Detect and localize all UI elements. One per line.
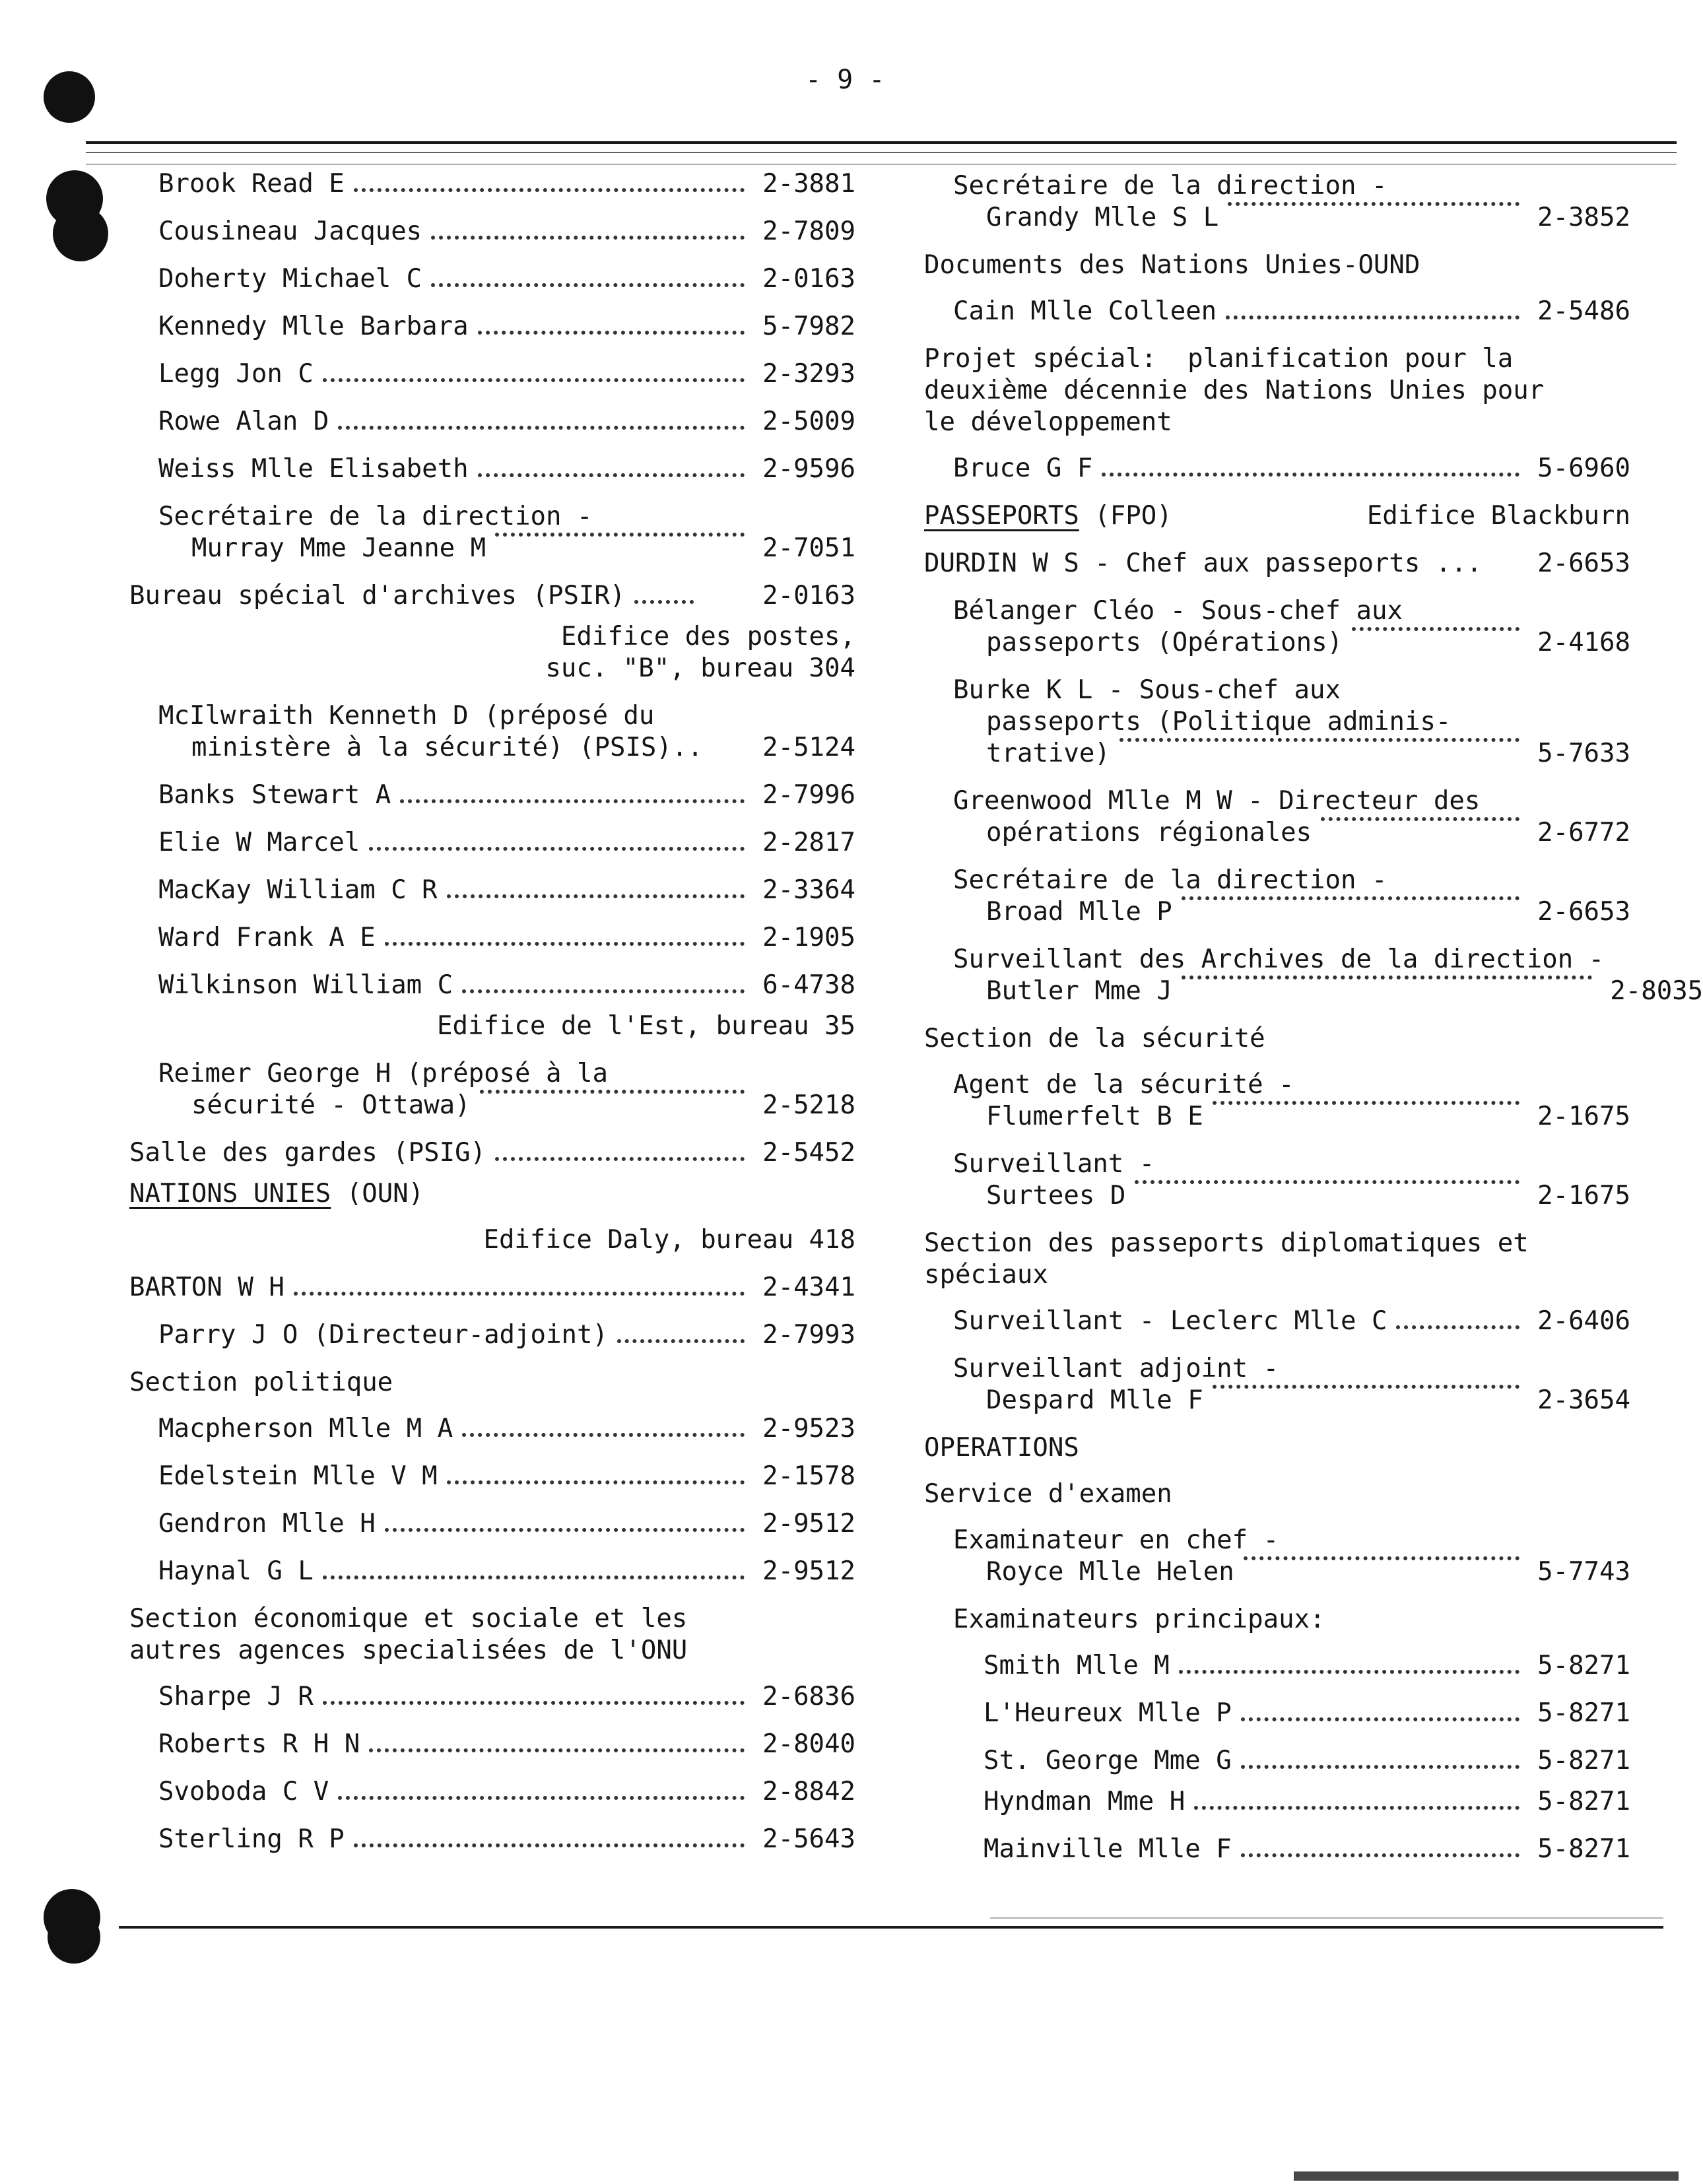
- directory-entry: [158, 406, 855, 438]
- dot-leader: [1213, 1101, 1519, 1105]
- entry-name: Brook Read E: [158, 169, 345, 199]
- section-heading: Examinateurs principaux:: [953, 1605, 1325, 1634]
- dot-leader: [369, 1748, 745, 1752]
- directory-entry: [158, 700, 855, 764]
- text-line: Surveillant -: [953, 1149, 1155, 1179]
- phone-extension: 2-6653: [1537, 897, 1630, 927]
- entry-name: Banks Stewart A: [158, 780, 391, 810]
- phone-extension: 6-4738: [762, 970, 855, 1000]
- entry-name: Macpherson Mlle M A: [158, 1414, 453, 1443]
- text-line: PASSEPORTS: [924, 501, 1079, 531]
- left-column: [129, 168, 855, 1871]
- phone-extension: 2-1675: [1537, 1102, 1630, 1131]
- section-heading: [924, 1228, 1630, 1291]
- dot-leader: [1213, 1385, 1519, 1389]
- dot-leader: [431, 236, 745, 240]
- directory-entry: [158, 1413, 855, 1445]
- binder-hole-upper-2: [53, 206, 108, 261]
- entry-name: Doherty Michael C: [158, 264, 422, 294]
- phone-extension: 5-8271: [1537, 1651, 1630, 1680]
- entry-name: Surveillant - Leclerc Mlle C: [953, 1306, 1387, 1336]
- entry-name: Wilkinson William C: [158, 970, 453, 1000]
- text-line: Royce Mlle Helen: [953, 1556, 1531, 1588]
- section-heading: Section politique: [129, 1368, 393, 1397]
- binder-hole-top: [44, 71, 95, 123]
- top-rule-thin: [86, 152, 1677, 153]
- dot-leader: [354, 188, 745, 192]
- directory-entry: [953, 944, 1703, 1007]
- text-line: Greenwood Mlle M W - Directeur des: [953, 786, 1481, 816]
- section-heading: Service d'examen: [924, 1479, 1172, 1509]
- phone-extension: 2-3364: [762, 875, 855, 905]
- directory-entry: [158, 168, 855, 200]
- phone-extension: 2-5452: [762, 1138, 855, 1168]
- location-note: Edifice Daly, bureau 418: [483, 1225, 855, 1255]
- phone-extension: 2-5486: [1537, 296, 1630, 326]
- section-heading: Documents des Nations Unies-OUND: [924, 250, 1420, 280]
- right-column: [924, 170, 1703, 1881]
- text-line: Butler Mme J: [953, 976, 1604, 1007]
- entry-name: Rowe Alan D: [158, 407, 329, 436]
- binder-hole-bottom-2: [48, 1911, 100, 1964]
- dot-leader: [338, 426, 745, 430]
- phone-extension: 2-1675: [1537, 1181, 1630, 1210]
- phone-extension: 2-0163: [762, 264, 855, 294]
- entry-name: Cain Mlle Colleen: [953, 296, 1217, 326]
- directory-entry: [158, 311, 855, 343]
- directory-entry: [984, 1786, 1630, 1818]
- top-rule: [86, 141, 1677, 144]
- top-rule-dotted: [86, 164, 1677, 165]
- phone-extension: 5-6960: [1537, 453, 1630, 483]
- dot-leader: [431, 283, 745, 287]
- phone-extension: 2-8842: [762, 1777, 855, 1806]
- phone-extension: 2-3852: [1537, 203, 1630, 232]
- entry-name: Svoboda C V: [158, 1777, 329, 1806]
- dot-leader: [447, 1480, 745, 1484]
- directory-entry: [158, 779, 855, 811]
- phone-extension: 2-3881: [762, 169, 855, 199]
- directory-entry: [953, 296, 1630, 327]
- dot-leader: [323, 378, 745, 382]
- directory-entry: [129, 580, 855, 612]
- directory-entry: [158, 501, 855, 564]
- dot-leader: [1352, 627, 1519, 631]
- directory-entry: [158, 358, 855, 390]
- phone-extension: 2-9512: [762, 1556, 855, 1586]
- text-line: Surveillant des Archives de la direction -: [953, 944, 1605, 974]
- text-line: Murray Mme Jeanne M: [158, 533, 756, 564]
- text-line: le développement: [924, 407, 1172, 437]
- directory-entry: [158, 263, 855, 295]
- dot-leader: [478, 473, 745, 477]
- directory-entry: [953, 1306, 1630, 1337]
- entry-name: Mainville Mlle F: [984, 1834, 1232, 1864]
- dot-leader: [480, 1090, 745, 1094]
- page-bottom-edge: [1294, 2171, 1679, 2181]
- directory-entry: [924, 548, 1630, 579]
- entry-name: Smith Mlle M: [984, 1651, 1170, 1680]
- entry-name: Weiss Mlle Elisabeth: [158, 454, 469, 484]
- phone-extension: 2-3654: [1537, 1385, 1630, 1415]
- phone-extension: 2-9523: [762, 1414, 855, 1443]
- directory-entry: [158, 1729, 855, 1760]
- dot-leader: [1241, 1853, 1519, 1857]
- directory-entry: [953, 865, 1630, 928]
- phone-extension: 2-9512: [762, 1509, 855, 1539]
- text-line: Secrétaire de la direction -: [158, 502, 593, 531]
- text-line: Section des passeports diplomatiques et: [924, 1228, 1529, 1258]
- entry-name: Bureau spécial d'archives (PSIR): [129, 581, 626, 611]
- dot-leader: [447, 894, 745, 898]
- bottom-rule: [119, 1926, 1663, 1929]
- dot-leader: [385, 942, 745, 946]
- phone-extension: 5-8271: [1537, 1698, 1630, 1728]
- phone-extension: 2-1905: [762, 923, 855, 952]
- dot-leader: [323, 1701, 745, 1705]
- dot-leader: [354, 1843, 745, 1847]
- dot-leader: [495, 1157, 745, 1161]
- location-note: Edifice de l'Est, bureau 35: [437, 1011, 855, 1041]
- entry-name: Haynal G L: [158, 1556, 314, 1586]
- text-line: Edifice des postes,: [560, 622, 855, 651]
- phone-extension: 2-5218: [762, 1090, 855, 1120]
- dot-leader: [478, 331, 745, 335]
- phone-extension: 2-6836: [762, 1682, 855, 1711]
- phone-extension: 5-8271: [1537, 1834, 1630, 1864]
- entry-name: Sharpe J R: [158, 1682, 314, 1711]
- text-line: Burke K L - Sous-chef aux: [953, 675, 1341, 705]
- phone-extension: 5-8271: [1537, 1787, 1630, 1816]
- text-line: Surveillant adjoint -: [953, 1354, 1279, 1383]
- dot-leader: [462, 989, 745, 993]
- phone-extension: 5-7633: [1537, 739, 1630, 768]
- directory-entry: [953, 453, 1630, 484]
- directory-entry: [953, 1525, 1630, 1588]
- text-line: trative): [953, 738, 1531, 770]
- text-line: Despard Mlle F: [953, 1385, 1531, 1416]
- section-heading: [924, 500, 1630, 532]
- dot-leader: [1182, 976, 1592, 979]
- entry-name: Sterling R P: [158, 1824, 345, 1854]
- dot-leader: [1182, 896, 1519, 900]
- directory-entry: [158, 827, 855, 859]
- entry-name: Cousineau Jacques: [158, 216, 422, 246]
- section-heading: [129, 1603, 855, 1667]
- phone-extension: 2-4168: [1537, 628, 1630, 657]
- directory-entry: [953, 675, 1630, 770]
- dot-leader: [338, 1796, 745, 1800]
- text-line: Section économique et sociale et les: [129, 1604, 688, 1634]
- text-line: passeports (Opérations): [953, 627, 1531, 659]
- entry-name: Edelstein Mlle V M: [158, 1461, 438, 1491]
- dot-leader: [1179, 1670, 1519, 1674]
- phone-extension: 2-3293: [762, 359, 855, 389]
- phone-extension: 2-2817: [762, 828, 855, 857]
- text-line: autres agences specialisées de l'ONU: [129, 1636, 688, 1665]
- page-number: - 9 -: [805, 65, 885, 95]
- text-line: Projet spécial: planification pour la: [924, 344, 1514, 374]
- phone-extension: 2-7051: [762, 533, 855, 563]
- entry-name: L'Heureux Mlle P: [984, 1698, 1232, 1728]
- text-line: sécurité - Ottawa): [158, 1090, 756, 1121]
- text-line: (OUN): [346, 1179, 424, 1208]
- text-line: spéciaux: [924, 1260, 1048, 1290]
- directory-entry: [158, 453, 855, 485]
- directory-entry: [158, 1681, 855, 1713]
- phone-extension: 5-7982: [762, 312, 855, 341]
- dot-leader: [634, 600, 694, 604]
- directory-entry: [984, 1698, 1630, 1729]
- directory-entry: [158, 1461, 855, 1492]
- phone-extension: 2-8035: [1610, 976, 1703, 1006]
- entry-name: Elie W Marcel: [158, 828, 360, 857]
- phone-extension: 2-5009: [762, 407, 855, 436]
- dot-leader: [1194, 1806, 1519, 1810]
- directory-entry: [158, 1776, 855, 1808]
- directory-entry: [953, 785, 1630, 849]
- dot-leader: [323, 1575, 745, 1579]
- entry-name: Gendron Mlle H: [158, 1509, 376, 1539]
- entry-name: Bruce G F: [953, 453, 1093, 483]
- directory-entry: [158, 875, 855, 906]
- directory-entry: [953, 1148, 1630, 1212]
- text-line: Surtees D: [953, 1180, 1531, 1212]
- entry-name: Kennedy Mlle Barbara: [158, 312, 469, 341]
- phone-extension: 5-8271: [1537, 1746, 1630, 1775]
- dot-leader: [1119, 738, 1519, 742]
- text-line: Bélanger Cléo - Sous-chef aux: [953, 596, 1403, 626]
- text-line: suc. "B", bureau 304: [545, 653, 855, 683]
- text-line: Agent de la sécurité -: [953, 1070, 1294, 1100]
- section-heading: Section de la sécurité: [924, 1024, 1265, 1053]
- phone-extension: 2-7996: [762, 780, 855, 810]
- directory-entry: [158, 922, 855, 954]
- location-note: Edifice Blackburn: [1366, 501, 1630, 531]
- directory-entry: [158, 1319, 855, 1351]
- directory-entry: [158, 1824, 855, 1855]
- entry-name: Salle des gardes (PSIG): [129, 1138, 486, 1168]
- directory-entry: [129, 1137, 855, 1169]
- text-line: Examinateur en chef -: [953, 1525, 1279, 1555]
- dot-leader: [462, 1433, 745, 1437]
- directory-entry: [158, 1508, 855, 1540]
- phone-extension: 2-4341: [762, 1273, 855, 1302]
- directory-entry: [984, 1745, 1630, 1777]
- text-line: opérations régionales: [953, 817, 1531, 849]
- phone-extension: 2-7809: [762, 216, 855, 246]
- directory-entry: [953, 595, 1630, 659]
- directory-entry: [158, 970, 855, 1001]
- phone-extension: 2-9596: [762, 454, 855, 484]
- section-heading: [129, 1178, 855, 1210]
- dot-leader: [1102, 473, 1519, 477]
- text-line: Grandy Mlle S L: [953, 202, 1531, 234]
- dot-leader: [385, 1528, 745, 1532]
- text-line: Secrétaire de la direction -: [953, 865, 1387, 895]
- directory-entry: [984, 1650, 1630, 1682]
- phone-extension: 2-5124: [762, 733, 855, 762]
- text-line: Flumerfelt B E: [953, 1101, 1531, 1133]
- dot-leader: [1228, 202, 1519, 206]
- section-heading: OPERATIONS: [924, 1433, 1079, 1463]
- directory-entry: [158, 1058, 855, 1121]
- directory-entry: [953, 170, 1630, 234]
- dot-leader: [495, 533, 745, 537]
- entry-name: DURDIN W S - Chef aux passeports ...: [924, 548, 1483, 578]
- location-note: [129, 621, 855, 684]
- dot-leader: [617, 1339, 745, 1343]
- phone-extension: 2-5643: [762, 1824, 855, 1854]
- phone-extension: 5-7743: [1537, 1557, 1630, 1587]
- text-line: Secrétaire de la direction -: [953, 171, 1387, 201]
- dot-leader: [1321, 817, 1519, 821]
- entry-name: Parry J O (Directeur-adjoint): [158, 1320, 608, 1350]
- dot-leader: [1244, 1556, 1519, 1560]
- dot-leader: [1241, 1717, 1519, 1721]
- text-line: deuxième décennie des Nations Unies pour: [924, 376, 1545, 405]
- phone-extension: 2-1578: [762, 1461, 855, 1491]
- text-line: Reimer George H (préposé à la: [158, 1059, 608, 1088]
- text-line: passeports (Politique adminis-: [986, 707, 1452, 737]
- entry-name: MacKay William C R: [158, 875, 438, 905]
- entry-name: Hyndman Mme H: [984, 1787, 1185, 1816]
- phone-extension: 2-6653: [1537, 548, 1630, 578]
- entry-name: Legg Jon C: [158, 359, 314, 389]
- phone-extension: 2-6406: [1537, 1306, 1630, 1336]
- phone-extension: 2-8040: [762, 1729, 855, 1759]
- phone-extension: 2-6772: [1537, 818, 1630, 847]
- text-line: NATIONS UNIES: [129, 1179, 331, 1208]
- directory-entry: [953, 1069, 1630, 1133]
- directory-entry: [158, 216, 855, 248]
- dot-leader: [294, 1292, 745, 1296]
- text-line: (FPO): [1094, 501, 1172, 531]
- phone-extension: 2-0163: [762, 581, 855, 611]
- directory-entry: [984, 1834, 1630, 1865]
- entry-name: BARTON W H: [129, 1273, 284, 1302]
- directory-entry: [129, 1272, 855, 1304]
- entry-name: Ward Frank A E: [158, 923, 376, 952]
- text-line: Broad Mlle P: [953, 896, 1531, 928]
- dot-leader: [1135, 1180, 1519, 1184]
- dot-leader: [400, 799, 745, 803]
- text-line: McIlwraith Kenneth D (préposé du: [158, 701, 655, 731]
- section-heading: [924, 343, 1630, 438]
- phone-extension: 2-7993: [762, 1320, 855, 1350]
- dot-leader: [1226, 315, 1519, 319]
- directory-entry: [953, 1353, 1630, 1416]
- dot-leader: [1241, 1765, 1519, 1769]
- dot-leader: [1396, 1325, 1519, 1329]
- bottom-rule-dotted: [990, 1917, 1663, 1919]
- text-line: ministère à la sécurité) (PSIS)..: [191, 733, 703, 762]
- entry-name: St. George Mme G: [984, 1746, 1232, 1775]
- dot-leader: [369, 847, 745, 851]
- entry-name: Roberts R H N: [158, 1729, 360, 1759]
- directory-entry: [158, 1556, 855, 1587]
